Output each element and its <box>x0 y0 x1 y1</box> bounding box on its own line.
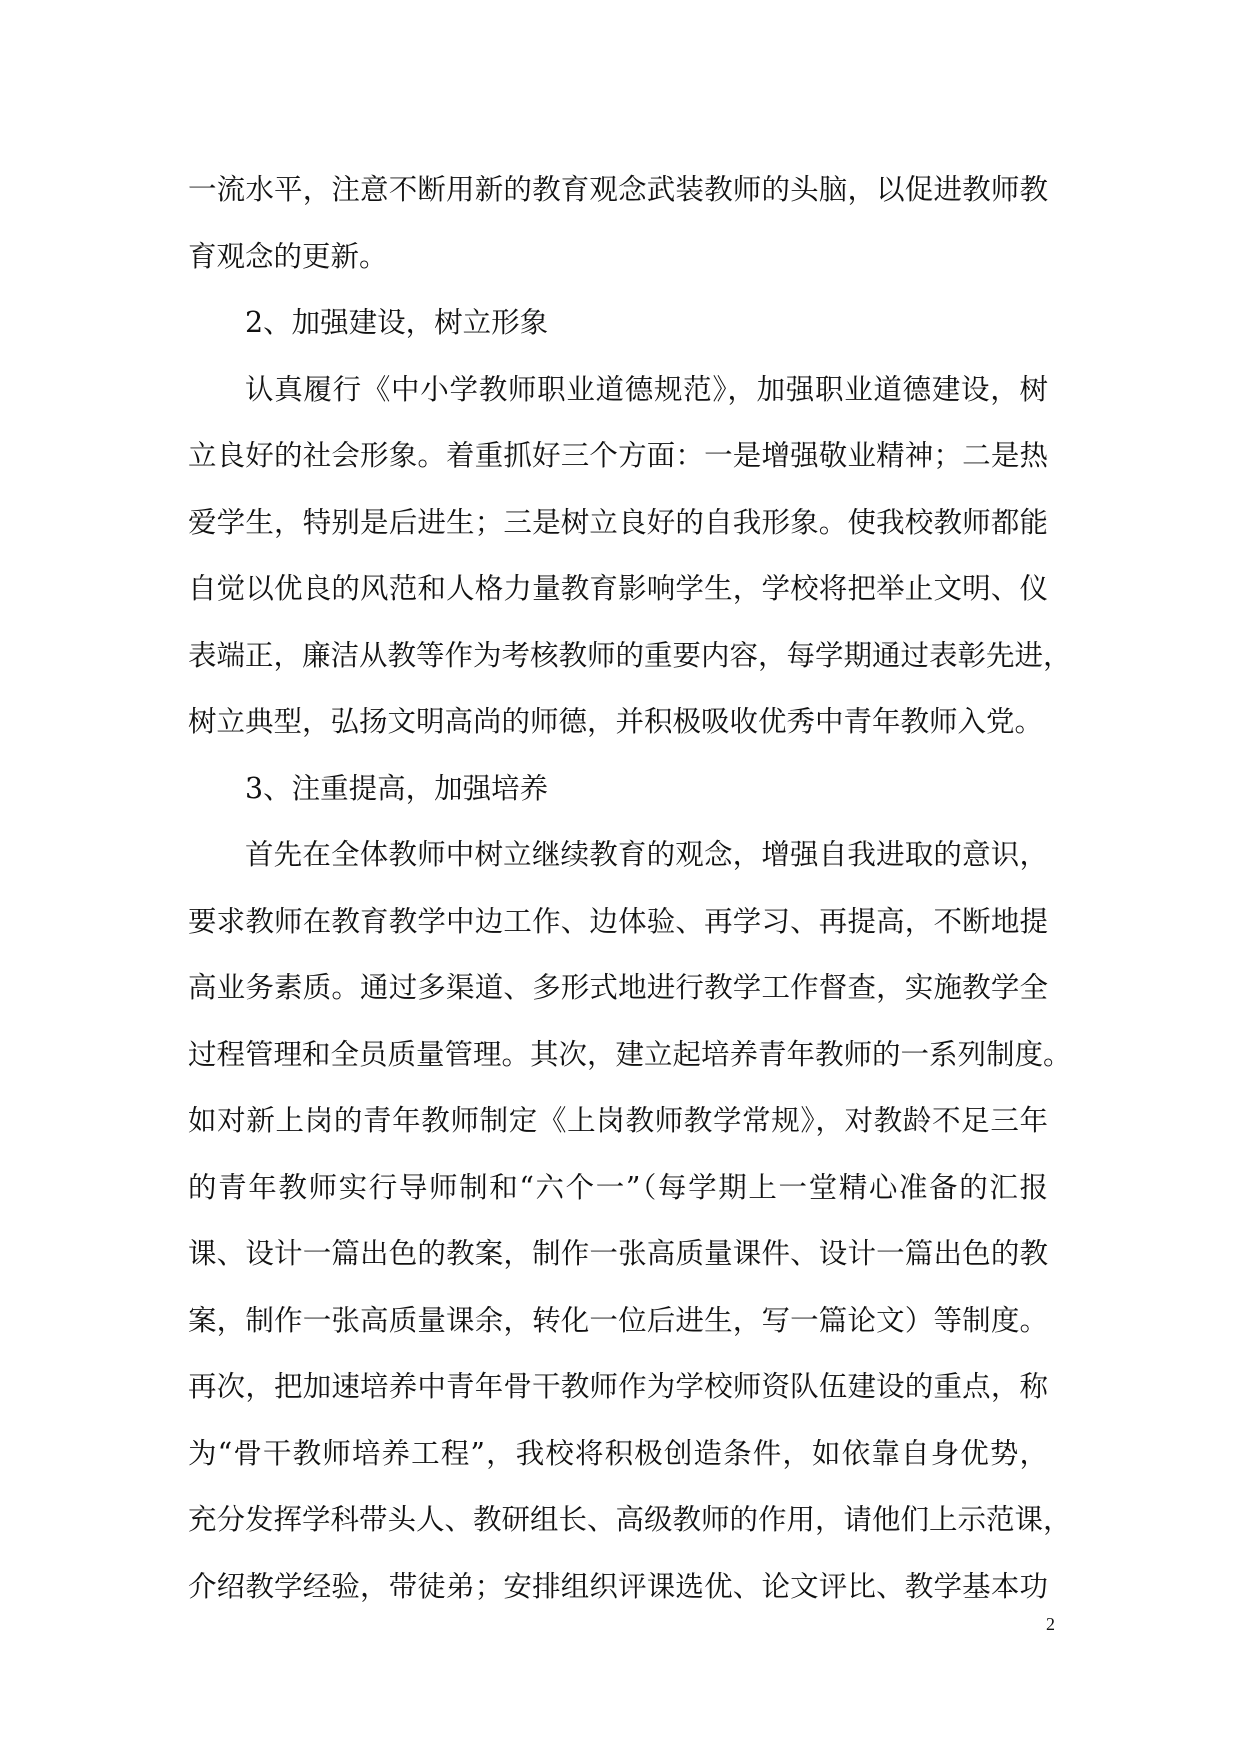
text-line: 高业务素质。通过多渠道、多形式地进行教学工作督查，实施教学全 <box>188 971 1048 1004</box>
text-line: 爱学生，特别是后进生；三是树立良好的自我形象。使我校教师都能 <box>188 505 1048 539</box>
text-line: 自觉以优良的风范和人格力量教育影响学生，学校将把举止文明、仪 <box>188 572 1048 605</box>
text-line: 表端正，廉洁从教等作为考核教师的重要内容，每学期通过表彰先进， <box>188 638 1072 672</box>
text-line: 再次，把加速培养中青年骨干教师作为学校师资队伍建设的重点，称 <box>188 1370 1048 1403</box>
text-line: 为“骨干教师培养工程”，我校将积极创造条件，如依靠自身优势， <box>188 1436 1048 1470</box>
text-line: 树立典型，弘扬文明高尚的师德，并积极吸收优秀中青年教师入党。 <box>188 705 1044 738</box>
text-line: 介绍教学经验，带徒弟；安排组织评课选优、论文评比、教学基本功 <box>188 1569 1048 1603</box>
text-line: 如对新上岗的青年教师制定《上岗教师教学常规》，对教龄不足三年 <box>188 1104 1048 1137</box>
text-line: 充分发挥学科带头人、教研组长、高级教师的作用，请他们上示范课， <box>188 1503 1072 1536</box>
text-line: 育观念的更新。 <box>188 239 388 273</box>
paragraph-first-line: 认真履行《中小学教师职业道德规范》，加强职业道德建设，树 <box>245 372 1048 406</box>
text-line: 立良好的社会形象。着重抓好三个方面：一是增强敬业精神；二是热 <box>188 439 1048 472</box>
text-line: 一流水平，注意不断用新的教育观念武装教师的头脑，以促进教师教 <box>188 173 1048 206</box>
section-heading: 2、加强建设，树立形象 <box>245 306 549 339</box>
text-line: 的青年教师实行导师制和“六个一”（每学期上一堂精心准备的汇报 <box>188 1170 1048 1204</box>
text-line: 课、设计一篇出色的教案，制作一张高质量课件、设计一篇出色的教 <box>188 1237 1048 1270</box>
section-heading: 3、注重提高，加强培养 <box>245 771 549 805</box>
text-line: 要求教师在教育教学中边工作、边体验、再学习、再提高，不断地提 <box>188 904 1048 938</box>
paragraph-first-line: 首先在全体教师中树立继续教育的观念，增强自我进取的意识， <box>245 838 1048 871</box>
document-body <box>188 157 1072 1620</box>
page-number: 2 <box>1046 1614 1055 1634</box>
text-line: 过程管理和全员质量管理。其次，建立起培养青年教师的一系列制度。 <box>188 1037 1072 1071</box>
text-line: 案，制作一张高质量课余，转化一位后进生，写一篇论文）等制度。 <box>188 1303 1048 1337</box>
